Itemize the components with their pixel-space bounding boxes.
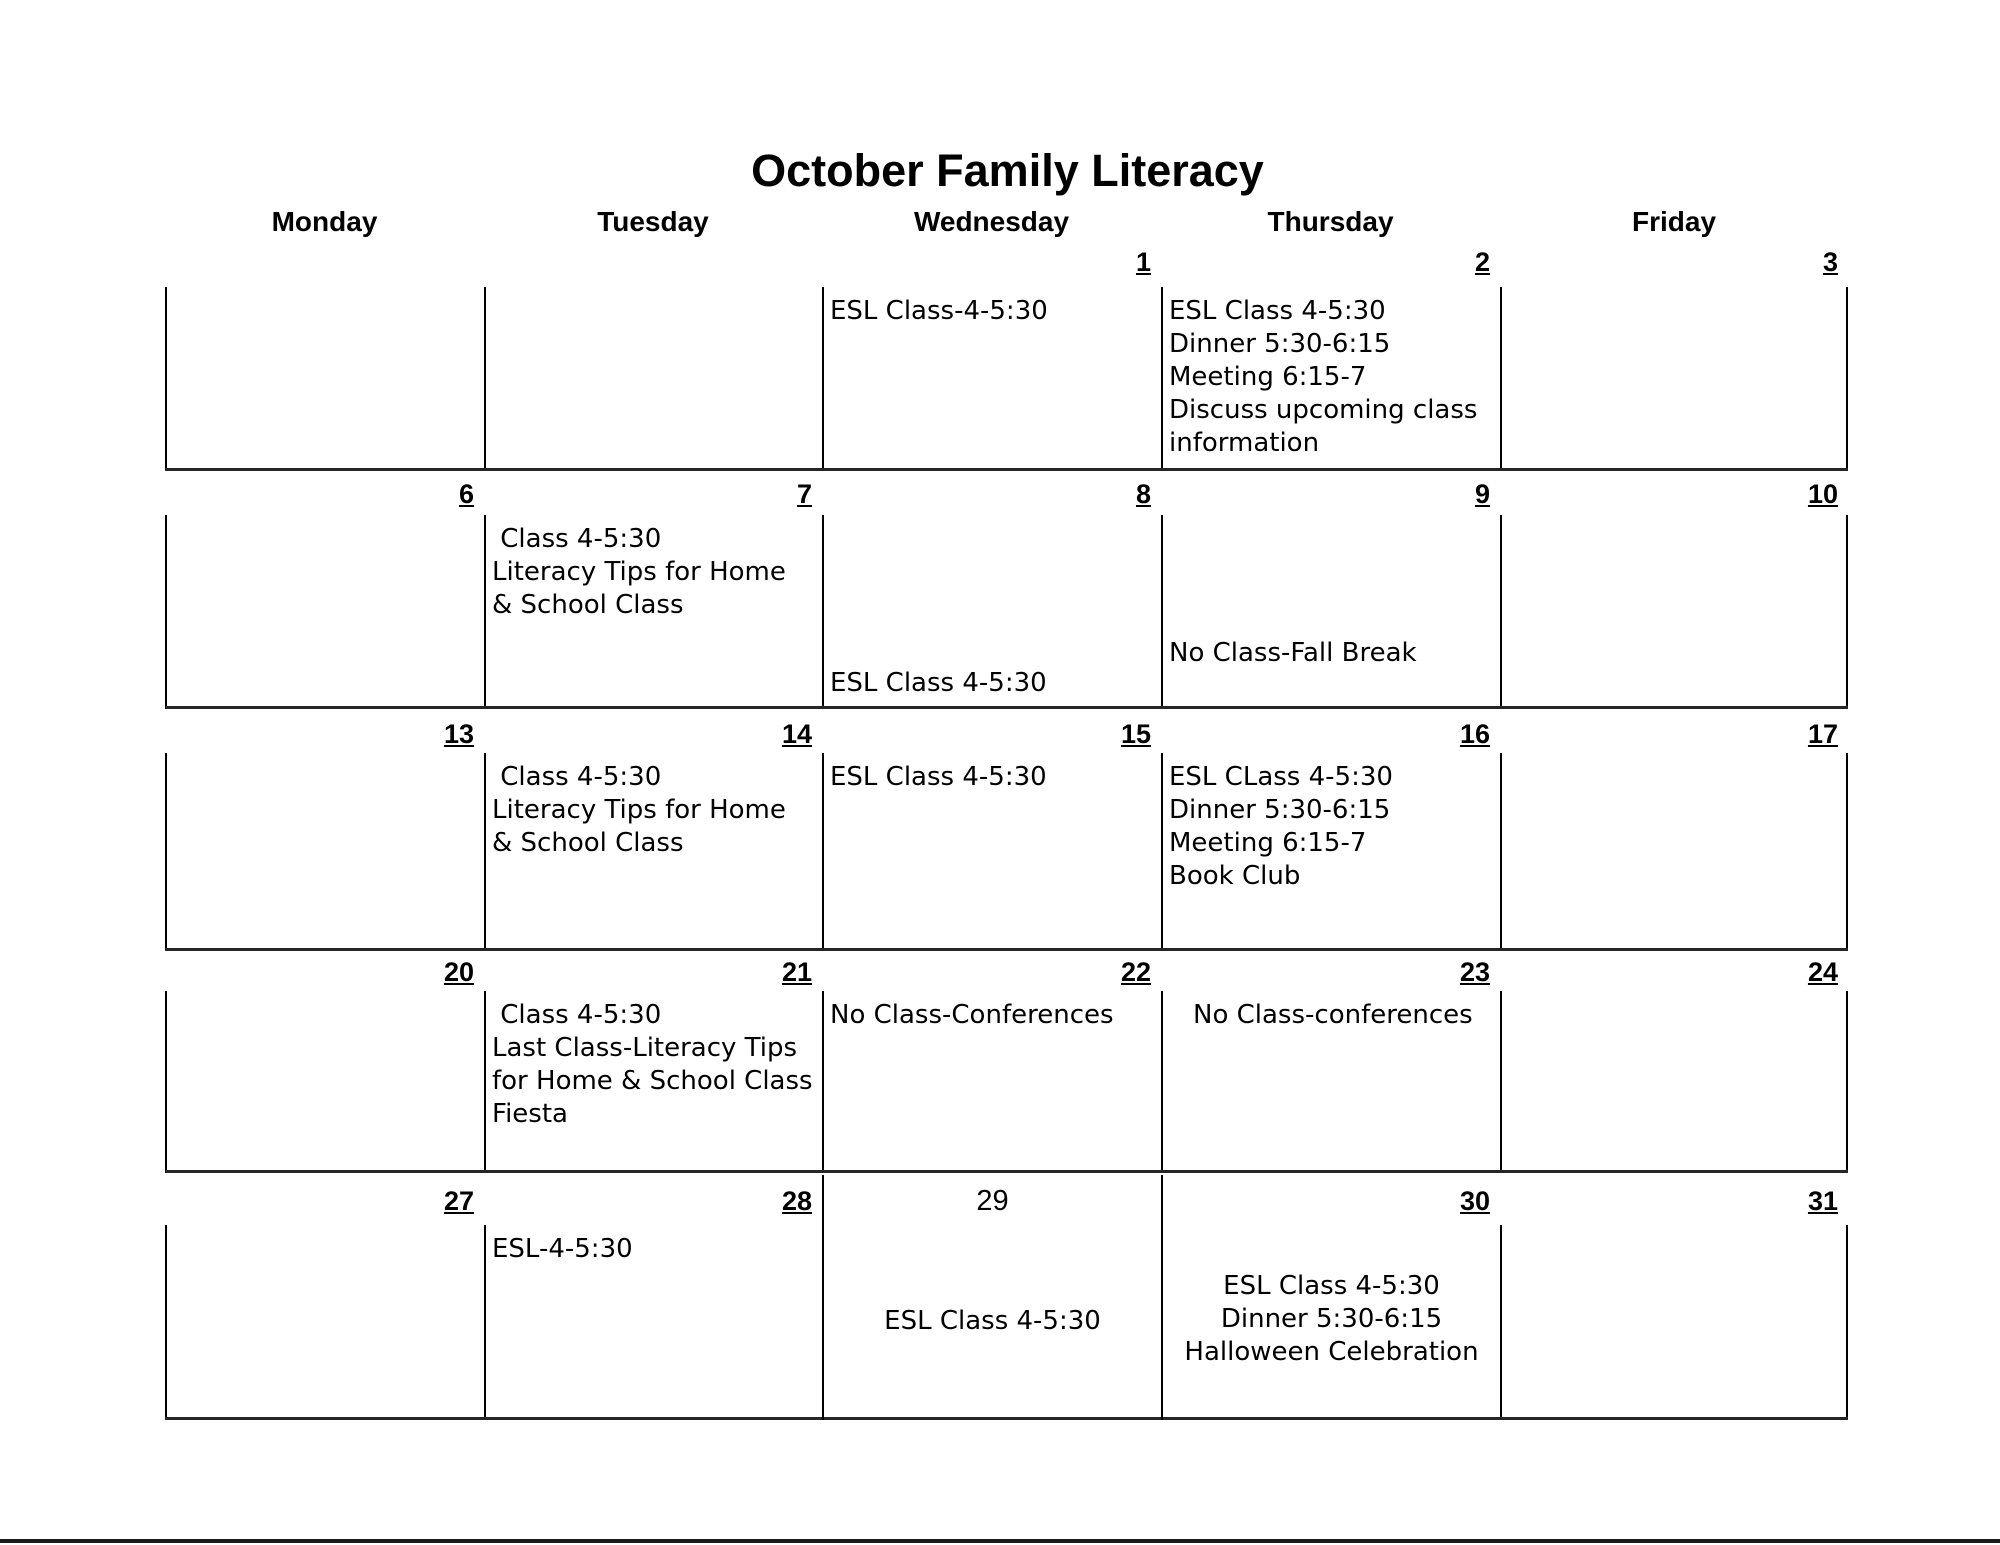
calendar-cell [822,991,1161,1170]
day-number: 1 [1135,247,1151,277]
event-text: No Class-Conferences [830,1000,1114,1030]
day-number: 21 [781,957,812,987]
day-number: 2 [1474,247,1490,277]
calendar-cell [484,1225,822,1417]
event-text: ESL Class-4-5:30 [830,296,1048,326]
weekday-header-wednesday: Wednesday [913,206,1070,237]
calendar-cell [484,753,822,948]
calendar-cell [1161,753,1500,948]
calendar-cell-oct-29 [822,1175,1163,1420]
event-text: ESL Class 4-5:30 [1223,1271,1440,1301]
day-number: 28 [781,1186,812,1216]
event-text: ESL Class 4-5:30 [1169,296,1386,326]
event-text: ESL Class 4-5:30 [830,668,1047,698]
calendar-cell [822,515,1161,706]
event-text: No Class-Fall Break [1169,638,1417,668]
event-text: for Home & School Class [492,1066,813,1096]
day-number: 9 [1474,479,1490,509]
day-number: 23 [1459,957,1490,987]
event-text: ESL CLass 4-5:30 [1169,762,1393,792]
event-text: Dinner 5:30-6:15 [1220,1304,1443,1334]
day-number: 29 [976,1185,1009,1217]
event-text: Dinner 5:30-6:15 [1169,795,1391,825]
event-text: Fiesta [492,1099,568,1129]
calendar-cell [1500,1225,1848,1417]
event-text: & School Class [492,590,684,620]
day-number: 13 [443,719,474,749]
calendar-cell [165,991,484,1170]
event-text: Discuss upcoming class [1169,395,1478,425]
calendar-title: October Family Literacy [751,145,1264,196]
week-row [165,991,1848,1173]
week-row [165,515,1848,709]
calendar-cell [165,287,484,468]
page-bottom-rule [0,1539,2000,1543]
event-text: Dinner 5:30-6:15 [1169,329,1391,359]
event-text: Literacy Tips for Home [492,795,786,825]
calendar-cell [822,753,1161,948]
day-number: 24 [1807,957,1838,987]
calendar-cell [1161,991,1500,1170]
day-number: 22 [1120,957,1151,987]
event-text: & School Class [492,828,684,858]
day-number: 15 [1120,719,1151,749]
day-number: 8 [1135,479,1151,509]
weekday-header-tuesday: Tuesday [597,206,709,237]
event-text: ESL Class 4-5:30 [884,1306,1101,1336]
day-number: 27 [443,1186,474,1216]
event-text: Meeting 6:15-7 [1169,362,1367,392]
calendar-cell [1500,753,1848,948]
day-number: 17 [1807,719,1838,749]
weekday-header-thursday: Thursday [1267,206,1394,237]
day-number: 30 [1459,1186,1490,1216]
day-number: 14 [781,719,812,749]
event-text: Class 4-5:30 [492,762,662,792]
calendar-cell [1161,287,1500,468]
event-text: ESL Class 4-5:30 [830,762,1047,792]
calendar-cell [1161,1225,1500,1417]
calendar-cell [1500,287,1848,468]
week-row [165,753,1848,951]
calendar-cell [165,1225,484,1417]
calendar-cell [822,287,1161,468]
day-number: 16 [1459,719,1490,749]
event-text: Class 4-5:30 [492,1000,662,1030]
calendar-cell [165,515,484,706]
event-text: ESL-4-5:30 [492,1234,633,1264]
day-number: 6 [458,479,474,509]
event-text: Last Class-Literacy Tips [492,1033,798,1063]
day-number: 7 [796,479,812,509]
event-text: No Class-conferences [1193,1000,1473,1030]
calendar-cell [1161,515,1500,706]
event-text: Literacy Tips for Home [492,557,786,587]
weekday-header-monday: Monday [271,206,378,237]
calendar-cell [165,753,484,948]
calendar-cell [484,515,822,706]
week-row [165,287,1848,471]
calendar-cell [1500,515,1848,706]
day-number: 20 [443,957,474,987]
day-number: 10 [1807,479,1838,509]
calendar-cell [1500,991,1848,1170]
event-text: information [1169,428,1320,458]
weekday-header-friday: Friday [1631,206,1717,237]
event-text: Class 4-5:30 [492,524,662,554]
calendar-cell [484,287,822,468]
calendar-cell [484,991,822,1170]
event-text: Book Club [1169,861,1301,891]
event-text: Halloween Celebration [1184,1337,1479,1367]
event-text: Meeting 6:15-7 [1169,828,1367,858]
day-number: 31 [1807,1186,1838,1216]
day-number: 3 [1822,247,1838,277]
